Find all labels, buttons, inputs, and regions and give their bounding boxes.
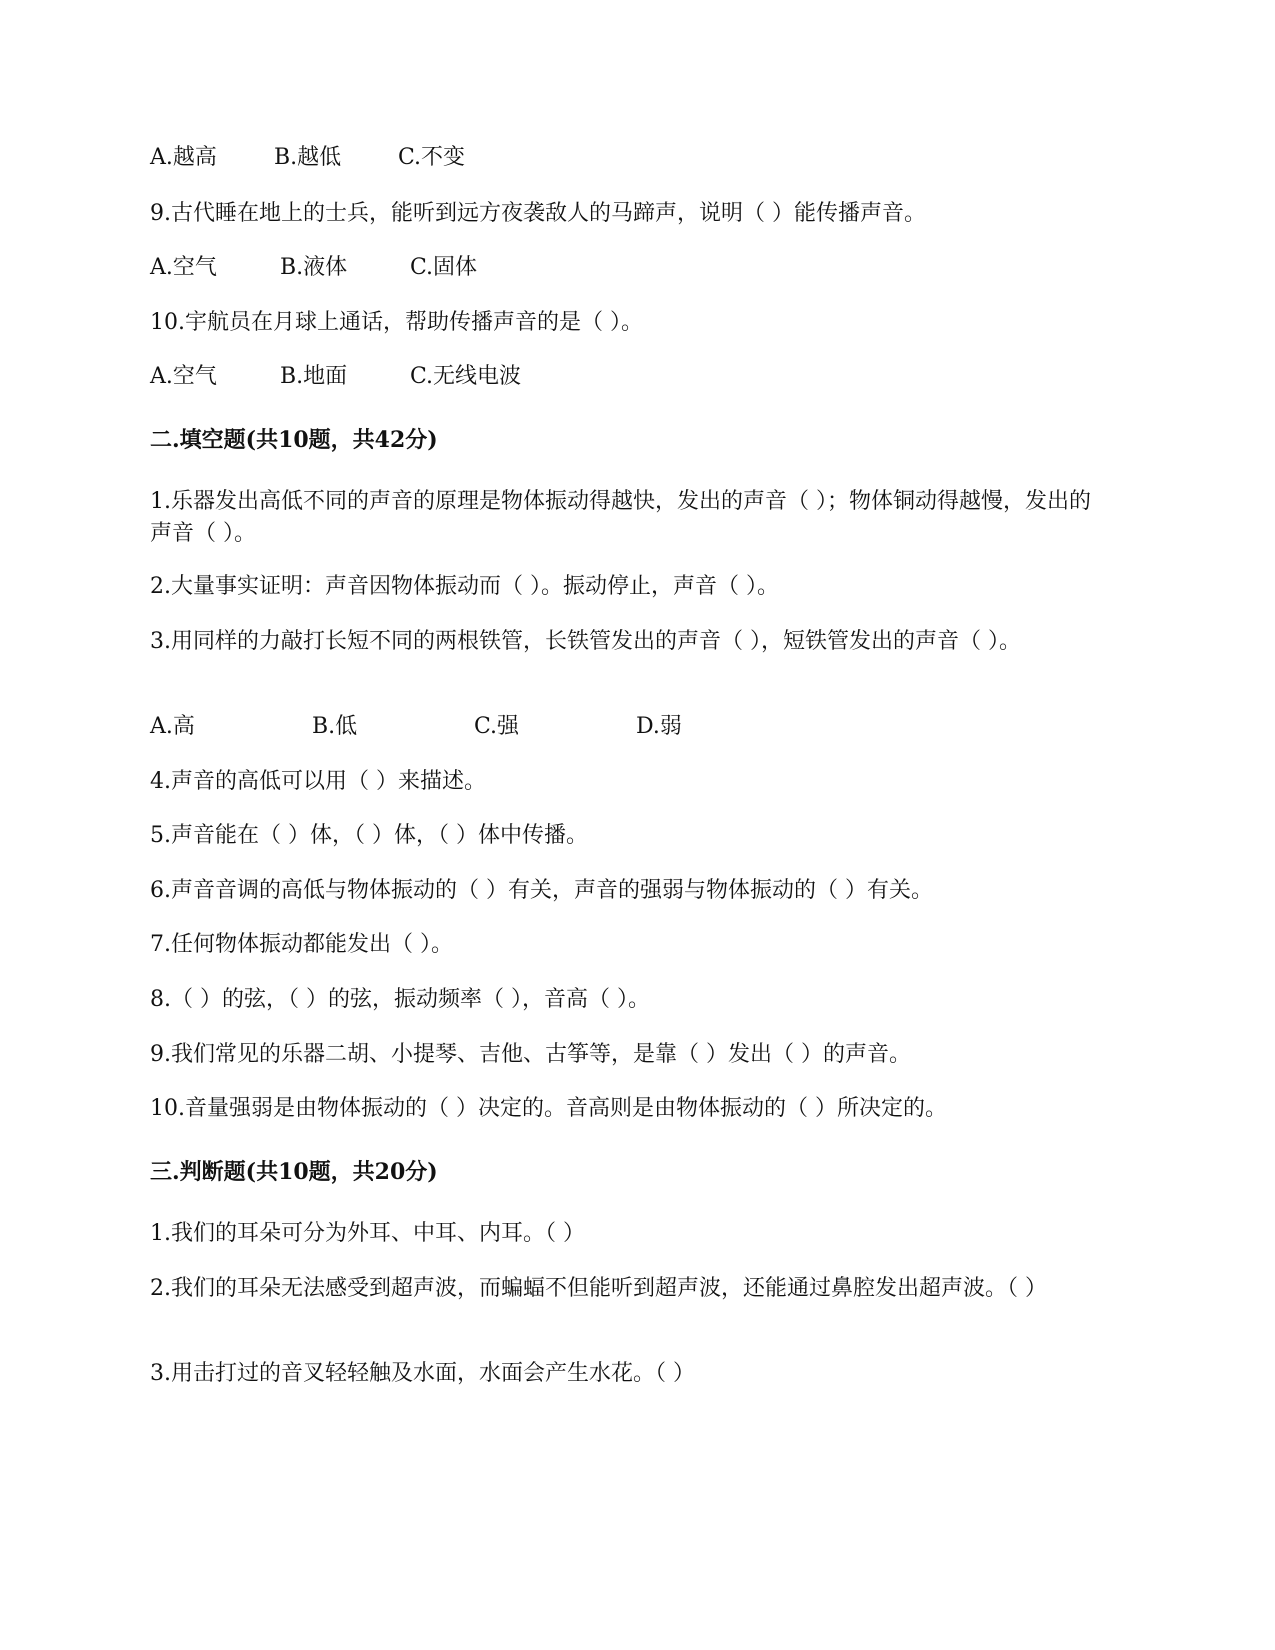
option-c: C.固体 (410, 255, 478, 280)
fill-question-10: 10.音量强弱是由物体振动的（ ）决定的。音高则是由物体振动的（ ）所决定的。 (150, 1096, 947, 1121)
tf-question-1: 1.我们的耳朵可分为外耳、中耳、内耳。（ ） (150, 1221, 585, 1246)
fill-question-3: 3.用同样的力敲打长短不同的两根铁管，长铁管发出的声音（ ），短铁管发出的声音（ ）。 (150, 629, 1021, 654)
option-b: B.地面 (280, 364, 348, 389)
option-d: D.弱 (636, 714, 682, 739)
fill-question-5: 5.声音能在（ ）体，（ ）体，（ ）体中传播。 (150, 823, 588, 848)
option-b: B.低 (312, 714, 358, 739)
fill-question-1: 1.乐器发出高低不同的声音的原理是物体振动得越快，发出的声音（ ）；物体铜动得越慢，发出的声音（ ）。 (150, 489, 1091, 546)
option-a: A.空气 (150, 364, 217, 389)
fill-question-4: 4.声音的高低可以用（ ）来描述。 (150, 769, 486, 794)
fill-question-6: 6.声音音调的高低与物体振动的（ ）有关，声音的强弱与物体振动的（ ）有关。 (150, 878, 933, 903)
option-c: C.强 (474, 714, 520, 739)
options-row-fill-3 (150, 711, 1110, 743)
tf-question-3: 3.用击打过的音叉轻轻触及水面，水面会产生水花。（ ） (150, 1361, 695, 1386)
question-9: 9.古代睡在地上的士兵，能听到远方夜袭敌人的马蹄声，说明（ ）能传播声音。 (150, 201, 926, 226)
option-c: C.无线电波 (410, 364, 522, 389)
fill-question-9: 9.我们常见的乐器二胡、小提琴、吉他、古筝等，是靠（ ）发出（ ）的声音。 (150, 1042, 911, 1067)
option-b: B.越低 (274, 145, 342, 170)
fill-question-2: 2.大量事实证明：声音因物体振动而（ ）。振动停止，声音（ ）。 (150, 574, 779, 599)
section-heading-fill-in: 二.填空题(共10题，共42分) (150, 427, 438, 453)
fill-question-8: 8.（ ）的弦，（ ）的弦，振动频率（ ），音高（ ）。 (150, 987, 650, 1012)
option-a: A.越高 (150, 145, 217, 170)
option-a: A.空气 (150, 255, 217, 280)
tf-question-2: 2.我们的耳朵无法感受到超声波，而蝙蝠不但能听到超声波，还能通过鼻腔发出超声波。（ ） (150, 1276, 1047, 1301)
option-c: C.不变 (398, 145, 466, 170)
option-b: B.液体 (280, 255, 348, 280)
options-row-q9 (150, 252, 1110, 284)
options-row-q10 (150, 361, 1110, 393)
option-a: A.高 (150, 714, 195, 739)
options-row-q8 (150, 142, 1110, 174)
fill-question-7: 7.任何物体振动都能发出（ ）。 (150, 932, 453, 957)
section-heading-true-false: 三.判断题(共10题，共20分) (150, 1159, 438, 1185)
question-10: 10.宇航员在月球上通话，帮助传播声音的是（ ）。 (150, 310, 643, 335)
